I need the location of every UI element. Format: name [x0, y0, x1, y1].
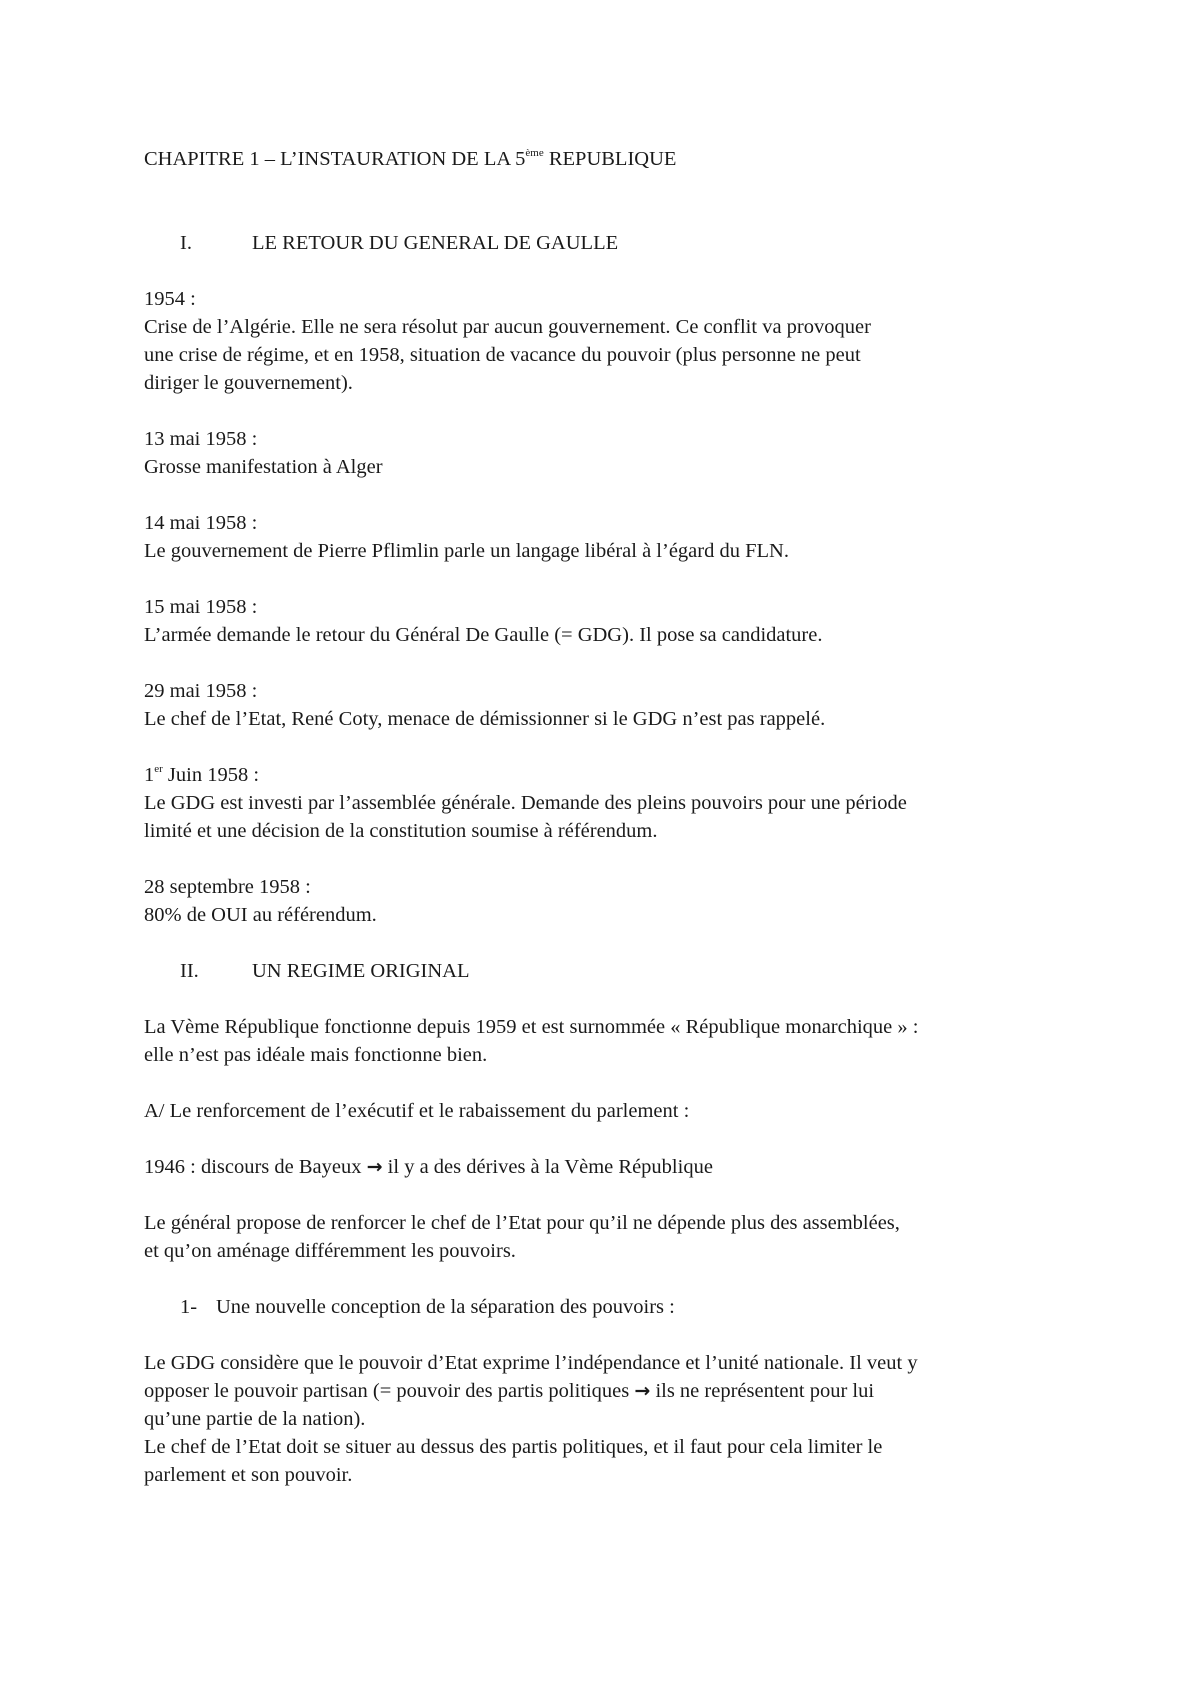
bayeux-line	[144, 1153, 713, 1181]
event-28-sept-text: 80% de OUI au référendum.	[144, 904, 377, 926]
section-1-number: I.	[180, 232, 192, 254]
chapter-title-text-end: REPUBLIQUE	[543, 148, 677, 170]
event-1954-date: 1954 :	[144, 288, 196, 310]
chapter-title	[144, 145, 676, 173]
event-1er-juin-date	[144, 761, 259, 789]
event-14-mai-text: Le gouvernement de Pierre Pflimlin parle un langage libéral à l’égard du FLN.	[144, 540, 789, 562]
bayeux-text: 1946 : discours de Bayeux	[144, 1156, 367, 1178]
gdg-paragraph-text-end: ils ne représentent pour lui	[650, 1380, 875, 1402]
event-1954-line: diriger le gouvernement).	[144, 372, 353, 394]
event-28-sept-date: 28 septembre 1958 :	[144, 876, 311, 898]
gdg-paragraph-text: opposer le pouvoir partisan (= pouvoir des partis politiques	[144, 1380, 635, 1402]
event-14-mai-date: 14 mai 1958 :	[144, 512, 258, 534]
event-29-mai-text: Le chef de l’Etat, René Coty, menace de démissionner si le GDG n’est pas rappelé.	[144, 708, 826, 730]
section-2-title: UN REGIME ORIGINAL	[252, 960, 470, 982]
event-15-mai-text: L’armée demande le retour du Général De Gaulle (= GDG). Il pose sa candidature.	[144, 624, 823, 646]
event-1er-juin-superscript: er	[154, 763, 163, 775]
gdg-paragraph-line: qu’une partie de la nation).	[144, 1408, 366, 1430]
chapter-title-text: CHAPITRE 1 – L’INSTAURATION DE LA 5	[144, 148, 526, 170]
point-1-title: Une nouvelle conception de la séparation des pouvoirs :	[216, 1296, 675, 1318]
right-arrow-icon: →	[366, 1156, 383, 1178]
section-2-number: II.	[180, 960, 199, 982]
event-15-mai-date: 15 mai 1958 :	[144, 596, 258, 618]
event-13-mai-text: Grosse manifestation à Alger	[144, 456, 383, 478]
event-1er-juin-line: Le GDG est investi par l’assemblée générale. Demande des pleins pouvoirs pour une période	[144, 792, 907, 814]
section-1-title: LE RETOUR DU GENERAL DE GAULLE	[252, 232, 619, 254]
gdg-paragraph-line: parlement et son pouvoir.	[144, 1464, 353, 1486]
intro-line: La Vème République fonctionne depuis 1959 et est surnommée « République monarchique » :	[144, 1016, 919, 1038]
chapter-title-superscript: ème	[525, 147, 544, 159]
intro-line: elle n’est pas idéale mais fonctionne bien.	[144, 1044, 488, 1066]
bayeux-text-end: il y a des dérives à la Vème République	[382, 1156, 713, 1178]
gdg-paragraph-line: Le GDG considère que le pouvoir d’Etat exprime l’indépendance et l’unité nationale. Il veut y	[144, 1352, 918, 1374]
event-13-mai-date: 13 mai 1958 :	[144, 428, 258, 450]
gdg-paragraph-line	[144, 1377, 874, 1405]
general-propose-line: Le général propose de renforcer le chef de l’Etat pour qu’il ne dépende plus des assemblées,	[144, 1212, 900, 1234]
event-29-mai-date: 29 mai 1958 :	[144, 680, 258, 702]
gdg-paragraph-line: Le chef de l’Etat doit se situer au dessus des partis politiques, et il faut pour cela limiter le	[144, 1436, 883, 1458]
point-1-number: 1-	[180, 1296, 198, 1318]
right-arrow-icon: →	[634, 1380, 651, 1402]
event-1954-line: Crise de l’Algérie. Elle ne sera résolut par aucun gouvernement. Ce conflit va provoquer	[144, 316, 871, 338]
subsection-a-title: A/ Le renforcement de l’exécutif et le rabaissement du parlement :	[144, 1100, 690, 1122]
event-1er-juin-month: Juin 1958 :	[162, 764, 260, 786]
event-1er-juin-day: 1	[144, 764, 155, 786]
general-propose-line: et qu’on aménage différemment les pouvoirs.	[144, 1240, 516, 1262]
event-1954-line: une crise de régime, et en 1958, situation de vacance du pouvoir (plus personne ne peut	[144, 344, 861, 366]
event-1er-juin-line: limité et une décision de la constitution soumise à référendum.	[144, 820, 658, 842]
